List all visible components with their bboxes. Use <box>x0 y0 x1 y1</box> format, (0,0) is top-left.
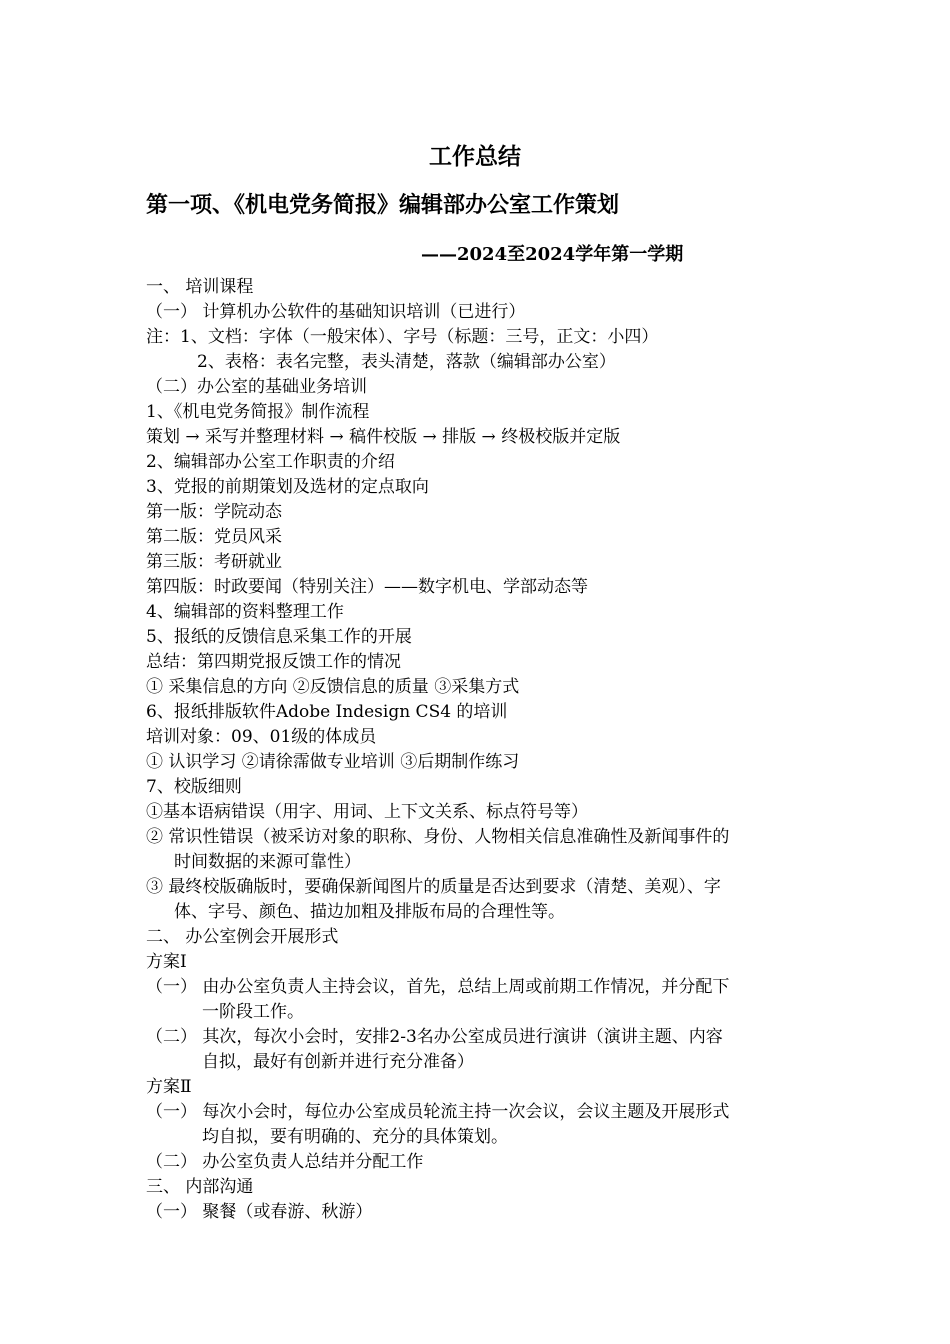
semester-subheading: ——2024至2024学年第一学期 <box>421 244 684 265</box>
body-line: 一、 培训课程 <box>146 277 254 297</box>
body-line: 方案Ⅰ <box>146 952 187 972</box>
body-line: ① 认识学习 ②请徐霈做专业培训 ③后期制作练习 <box>146 752 520 772</box>
body-line: 7、校版细则 <box>146 777 242 797</box>
body-line: 自拟，最好有创新并进行充分准备） <box>202 1052 474 1072</box>
body-line: （一） 聚餐（或春游、秋游） <box>146 1202 373 1222</box>
body-line: 1、《机电党务简报》制作流程 <box>146 402 370 422</box>
body-line: 第三版：考研就业 <box>146 552 282 572</box>
body-line: （一） 每次小会时，每位办公室成员轮流主持一次会议，会议主题及开展形式 <box>146 1102 730 1122</box>
body-line: 5、报纸的反馈信息采集工作的开展 <box>146 627 412 647</box>
body-line: ① 采集信息的方向 ②反馈信息的质量 ③采集方式 <box>146 677 520 697</box>
page-title: 工作总结 <box>429 144 521 170</box>
body-line: （一） 计算机办公软件的基础知识培训（已进行） <box>146 302 526 322</box>
body-line: 培训对象：09、01级的体成员 <box>146 727 377 747</box>
section-heading: 第一项、《机电党务简报》编辑部办公室工作策划 <box>146 193 620 218</box>
body-line: 体、字号、颜色、描边加粗及排版布局的合理性等。 <box>174 902 565 922</box>
body-line: ①基本语病错误（用字、用词、上下文关系、标点符号等） <box>146 802 588 822</box>
body-line: 第二版：党员风采 <box>146 527 282 547</box>
body-line: 第四版：时政要闻（特别关注）——数字机电、学部动态等 <box>146 577 588 597</box>
body-line: （二） 办公室负责人总结并分配工作 <box>146 1152 424 1172</box>
body-line: 三、 内部沟通 <box>146 1177 254 1197</box>
body-line: 策划 → 采写并整理材料 → 稿件校版 → 排版 → 终极校版并定版 <box>146 427 621 447</box>
body-line: 3、党报的前期策划及选材的定点取向 <box>146 477 429 497</box>
body-line: 4、编辑部的资料整理工作 <box>146 602 344 622</box>
body-line: 6、报纸排版软件Adobe Indesign CS4 的培训 <box>146 702 508 722</box>
body-line: 时间数据的来源可靠性） <box>174 852 361 872</box>
body-line: （一） 由办公室负责人主持会议，首先，总结上周或前期工作情况，并分配下 <box>146 977 730 997</box>
body-line: 第一版：学院动态 <box>146 502 282 522</box>
body-line: （二）办公室的基础业务培训 <box>146 377 367 397</box>
body-line: 总结：第四期党报反馈工作的情况 <box>146 652 401 672</box>
body-line: 方案Ⅱ <box>146 1077 192 1097</box>
body-line: 2、表格：表名完整，表头清楚，落款（编辑部办公室） <box>197 352 616 372</box>
body-line: 2、编辑部办公室工作职责的介绍 <box>146 452 395 472</box>
body-line: ② 常识性错误（被采访对象的职称、身份、人物相关信息准确性及新闻事件的 <box>146 827 730 847</box>
body-line: （二） 其次，每次小会时，安排2-3名办公室成员进行演讲（演讲主题、内容 <box>146 1027 723 1047</box>
body-line: 一阶段工作。 <box>202 1002 304 1022</box>
body-line: 注：1、文档：字体（一般宋体）、字号（标题：三号，正文：小四） <box>146 327 659 347</box>
body-line: 二、 办公室例会开展形式 <box>146 927 339 947</box>
body-line: 均自拟，要有明确的、充分的具体策划。 <box>202 1127 508 1147</box>
body-line: ③ 最终校版确版时，要确保新闻图片的质量是否达到要求（清楚、美观）、字 <box>146 877 721 897</box>
